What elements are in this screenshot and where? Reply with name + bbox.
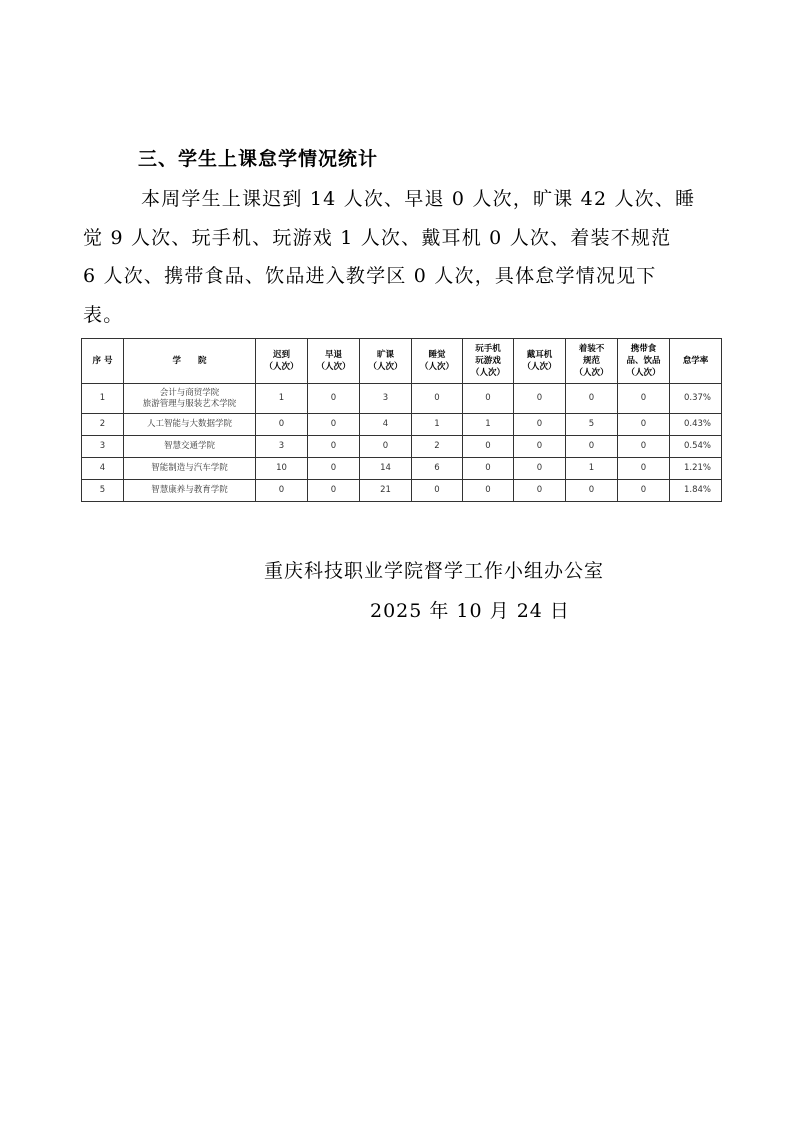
header-absent <box>360 339 412 384</box>
cell-phone: 0 <box>463 480 514 502</box>
cell-food: 0 <box>618 414 670 436</box>
cell-sleep: 0 <box>412 384 463 414</box>
header-text: （人次） <box>522 362 557 372</box>
header-text: 品、饮品 <box>626 356 661 366</box>
header-rate <box>670 339 722 384</box>
summary-line: 觉 9 人次、玩手机、玩游戏 1 人次、戴耳机 0 人次、着装不规范 <box>83 226 672 249</box>
header-text: （人次） <box>316 362 351 372</box>
summary-line: 表。 <box>83 303 124 326</box>
cell-earphone: 0 <box>514 458 566 480</box>
college-name: 旅游管理与服装艺术学院 <box>142 398 237 409</box>
cell-dress: 5 <box>566 414 618 436</box>
header-early <box>308 339 360 384</box>
header-text: 携带食 <box>630 344 657 354</box>
cell-earphone: 0 <box>514 384 566 414</box>
table-row <box>82 480 722 502</box>
cell-dress: 0 <box>566 384 618 414</box>
cell-absent: 3 <box>360 384 412 414</box>
header-text: 序 号 <box>92 356 113 366</box>
cell-rate: 0.37% <box>670 384 722 414</box>
cell-food: 0 <box>618 458 670 480</box>
cell-dress: 0 <box>566 480 618 502</box>
cell-phone: 0 <box>463 384 514 414</box>
header-text: 睡觉 <box>428 350 446 360</box>
header-text: 怠学率 <box>682 356 709 366</box>
cell-early: 0 <box>308 436 360 458</box>
section-heading: 三、学生上课怠学情况统计 <box>138 148 379 170</box>
header-food <box>618 339 670 384</box>
header-no <box>82 339 124 384</box>
cell-no: 3 <box>82 436 124 458</box>
cell-college <box>124 458 256 480</box>
cell-rate: 1.21% <box>670 458 722 480</box>
cell-food: 0 <box>618 384 670 414</box>
signature: 重庆科技职业学院督学工作小组办公室 <box>264 560 605 582</box>
table-row <box>82 436 722 458</box>
table-row <box>82 458 722 480</box>
cell-food: 0 <box>618 436 670 458</box>
cell-no: 1 <box>82 384 124 414</box>
cell-no: 4 <box>82 458 124 480</box>
header-text: 旷课 <box>376 350 394 360</box>
header-text: 迟到 <box>272 350 290 360</box>
cell-earphone: 0 <box>514 414 566 436</box>
header-text: 戴耳机 <box>526 350 553 360</box>
cell-rate: 0.43% <box>670 414 722 436</box>
cell-sleep: 2 <box>412 436 463 458</box>
header-text: （人次） <box>626 368 661 378</box>
header-text: 学 院 <box>172 356 207 366</box>
header-text: （人次） <box>574 368 609 378</box>
header-text: 早退 <box>324 350 342 360</box>
header-phone-game <box>463 339 514 384</box>
college-name: 人工智能与大数据学院 <box>146 419 232 429</box>
cell-rate: 1.84% <box>670 480 722 502</box>
header-text: 规范 <box>582 356 600 366</box>
cell-phone: 1 <box>463 414 514 436</box>
table-body <box>82 384 722 502</box>
cell-absent: 0 <box>360 436 412 458</box>
header-text: （人次） <box>470 368 505 378</box>
cell-late: 1 <box>256 384 308 414</box>
cell-dress: 0 <box>566 436 618 458</box>
header-text: （人次） <box>264 362 299 372</box>
cell-food: 0 <box>618 480 670 502</box>
cell-late: 0 <box>256 414 308 436</box>
cell-sleep: 6 <box>412 458 463 480</box>
header-text: （人次） <box>368 362 403 372</box>
cell-phone: 0 <box>463 436 514 458</box>
table-header-row <box>82 339 722 384</box>
cell-sleep: 0 <box>412 480 463 502</box>
cell-early: 0 <box>308 414 360 436</box>
cell-college <box>124 436 256 458</box>
college-name: 会计与商贸学院 <box>159 387 220 398</box>
cell-absent: 21 <box>360 480 412 502</box>
cell-early: 0 <box>308 384 360 414</box>
cell-college <box>124 414 256 436</box>
header-late <box>256 339 308 384</box>
cell-absent: 14 <box>360 458 412 480</box>
cell-earphone: 0 <box>514 436 566 458</box>
college-name: 智慧康养与教育学院 <box>151 485 228 495</box>
cell-college <box>124 384 256 414</box>
summary-paragraph <box>83 180 713 334</box>
cell-dress: 1 <box>566 458 618 480</box>
cell-absent: 4 <box>360 414 412 436</box>
document-date: 2025 年 10 月 24 日 <box>370 600 570 622</box>
header-sleep <box>412 339 463 384</box>
header-text: 玩手机 <box>475 344 501 354</box>
cell-no: 5 <box>82 480 124 502</box>
cell-late: 0 <box>256 480 308 502</box>
summary-line: 本周学生上课迟到 14 人次、早退 0 人次，旷课 42 人次、睡 <box>141 188 696 210</box>
cell-early: 0 <box>308 458 360 480</box>
cell-sleep: 1 <box>412 414 463 436</box>
cell-late: 3 <box>256 436 308 458</box>
header-text: （人次） <box>419 362 454 372</box>
header-text: 着装不 <box>578 344 605 354</box>
table-row <box>82 414 722 436</box>
cell-late: 10 <box>256 458 308 480</box>
cell-early: 0 <box>308 480 360 502</box>
college-name: 智能制造与汽车学院 <box>151 463 228 473</box>
table-row <box>82 384 722 414</box>
cell-earphone: 0 <box>514 480 566 502</box>
truancy-stats-table <box>81 338 722 502</box>
college-name: 智慧交通学院 <box>163 441 215 451</box>
header-college <box>124 339 256 384</box>
cell-college <box>124 480 256 502</box>
summary-line: 6 人次、携带食品、饮品进入教学区 0 人次，具体怠学情况见下 <box>83 265 657 287</box>
header-earphone <box>514 339 566 384</box>
header-text: 玩游戏 <box>475 356 501 366</box>
cell-phone: 0 <box>463 458 514 480</box>
cell-rate: 0.54% <box>670 436 722 458</box>
cell-no: 2 <box>82 414 124 436</box>
header-dress <box>566 339 618 384</box>
